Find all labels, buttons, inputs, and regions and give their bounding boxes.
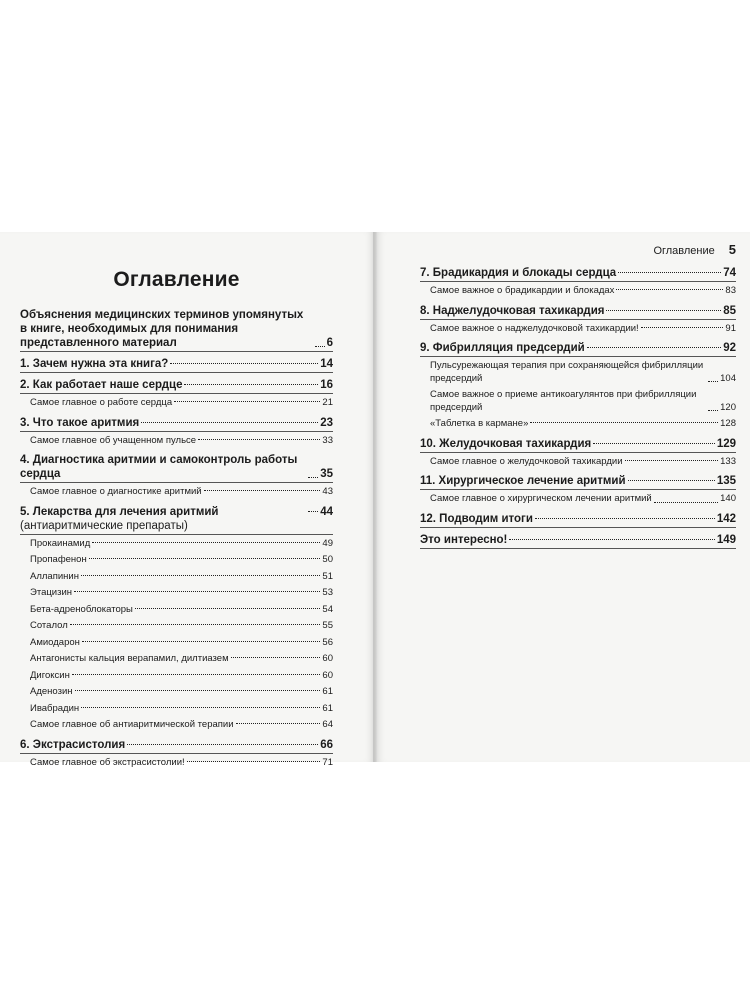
toc-page-number: 43 <box>322 486 333 497</box>
dot-leader <box>141 422 318 423</box>
toc-entry <box>20 308 333 352</box>
toc-entry <box>20 453 333 483</box>
dot-leader <box>170 363 318 364</box>
toc-page-number: 60 <box>322 653 333 664</box>
toc-page-number: 21 <box>322 397 333 408</box>
toc-entry <box>420 533 736 549</box>
toc-entry-label: Самое главное об экстрасистолии! <box>30 756 185 768</box>
toc-entry <box>420 474 736 490</box>
toc-entry-label: 11. Хирургическое лечение аритмий <box>420 475 626 487</box>
dot-leader <box>187 761 321 762</box>
dot-leader <box>625 460 719 461</box>
toc-subentry <box>420 456 736 470</box>
toc-page-number: 23 <box>320 416 333 429</box>
toc-page-number: 128 <box>720 418 736 429</box>
toc-page-number: 6 <box>326 337 333 349</box>
toc-entry-label: 9. Фибрилляция предсердий <box>420 342 585 354</box>
toc-entry-label: Прокаинамид <box>30 537 91 549</box>
toc-entry-label: Самое главное о работе сердца <box>30 397 173 408</box>
toc-entry-label: 12. Подводим итоги <box>420 512 533 525</box>
toc-entry-label: Этацизин <box>30 587 73 598</box>
toc-page-number: 149 <box>716 533 736 546</box>
dot-leader <box>509 539 714 540</box>
toc-page-number: 133 <box>720 455 736 467</box>
toc-page-number: 54 <box>322 603 333 615</box>
toc-subentry <box>420 493 736 507</box>
dot-leader <box>82 641 321 642</box>
toc-page-number: 14 <box>320 358 333 370</box>
toc-entry <box>20 357 333 373</box>
page-title: Оглавление <box>113 268 240 291</box>
dot-leader <box>641 327 724 328</box>
dot-leader <box>81 707 320 708</box>
toc-page-number: 74 <box>723 267 736 279</box>
toc-page-number: 60 <box>322 669 333 681</box>
dot-leader <box>618 272 721 273</box>
toc-page-number: 85 <box>723 304 736 317</box>
toc-subentry <box>420 323 736 337</box>
dot-leader <box>616 289 723 290</box>
dot-leader <box>174 401 320 402</box>
toc-entry-label: Самое главное о диагностике аритмий <box>30 486 202 497</box>
toc-entry-label: «Таблетка в кармане» <box>430 418 529 429</box>
toc-subentry <box>20 604 333 618</box>
toc-entry <box>420 266 736 282</box>
toc-entry-label: Самое главное о желудочковой тахикардии <box>430 455 623 467</box>
toc-page-number: 49 <box>322 537 333 549</box>
running-head <box>420 242 736 257</box>
dot-leader <box>204 490 321 491</box>
toc-subentry <box>20 757 333 771</box>
dot-leader <box>184 384 318 385</box>
toc-entry-label: Амиодарон <box>30 636 80 648</box>
toc-entry-label: Пропафенон <box>30 554 87 565</box>
toc-page-number: 64 <box>322 719 333 730</box>
toc-entry-label: Аденозин <box>30 686 73 697</box>
toc-subentry <box>20 703 333 717</box>
toc-entry-label: Антагонисты кальция верапамил, дилтиазем <box>30 653 229 664</box>
toc-entry-label: Самое важное о брадикардии и блокадах <box>430 285 615 296</box>
dot-leader <box>75 690 321 691</box>
dot-leader <box>628 480 715 481</box>
toc-entry-label: Самое главное об учащенном пульсе <box>30 434 197 446</box>
toc-entry-label: 4. Диагностика аритмии и самоконтроль работы сердца <box>20 454 298 480</box>
toc-entry-label: 10. Желудочковая тахикардия <box>420 437 592 450</box>
toc-entry-label: Дигоксин <box>30 669 70 681</box>
dot-leader <box>72 674 321 675</box>
toc-entry-label: Аллапинин <box>30 570 79 582</box>
toc-page-number: 140 <box>720 493 736 504</box>
dot-leader <box>89 558 321 559</box>
toc-subentry <box>20 486 333 500</box>
dot-leader <box>127 744 318 745</box>
toc-page-number: 44 <box>320 505 333 518</box>
dot-leader <box>236 723 321 724</box>
dot-leader <box>530 422 718 423</box>
toc-page-number: 129 <box>716 437 736 450</box>
toc-page-number: 56 <box>322 636 333 648</box>
toc-page-number: 61 <box>322 702 333 714</box>
toc-page-number: 66 <box>320 738 333 751</box>
toc-entry-label: Самое важное о наджелудочковой тахикардии! <box>430 322 639 334</box>
toc-subentry <box>20 538 333 552</box>
dot-leader <box>135 608 321 609</box>
toc-entry <box>420 341 736 357</box>
dot-leader <box>708 381 718 382</box>
toc-entry-label: 2. Как работает наше сердце <box>20 379 183 391</box>
toc-subentry <box>20 620 333 634</box>
toc-subentry <box>20 554 333 568</box>
toc-subentry <box>420 360 736 386</box>
toc-entry-label: 5. Лекарства для лечения аритмий (антиаритмические препараты) <box>20 505 219 532</box>
dot-leader <box>308 511 318 512</box>
dot-leader <box>308 477 318 478</box>
toc-subentry <box>20 653 333 667</box>
toc-subentry <box>420 285 736 299</box>
dot-leader <box>315 346 325 347</box>
toc-entry-label: Самое важное о приеме антикоагулянтов при фибрилляции предсердий <box>430 389 697 413</box>
toc-entry-label: Объяснения медицинских терминов упомянутых в книге, необходимых для понимания представленного материал <box>20 309 304 349</box>
toc-page-number: 51 <box>322 570 333 582</box>
dot-leader <box>587 347 721 348</box>
toc-entry-label: Самое главное о хирургическом лечении аритмий <box>430 493 652 504</box>
toc-page-number: 142 <box>716 512 736 525</box>
toc-page-number: 71 <box>322 756 333 768</box>
book-spine <box>373 232 377 762</box>
toc-entry <box>20 505 333 535</box>
toc-entry <box>420 304 736 320</box>
dot-leader <box>593 443 715 444</box>
toc-subentry <box>20 686 333 700</box>
toc-entry <box>20 738 333 754</box>
toc-page-number: 91 <box>725 322 736 334</box>
toc-entry-label: 1. Зачем нужна эта книга? <box>20 358 169 370</box>
page-number: 5 <box>728 242 736 257</box>
toc-page-number: 16 <box>320 379 333 391</box>
toc-list-left <box>20 308 333 770</box>
toc-page-number: 92 <box>723 342 736 354</box>
toc-entry <box>420 437 736 453</box>
toc-entry-label: 6. Экстрасистолия <box>20 738 126 751</box>
toc-subentry <box>420 418 736 432</box>
dot-leader <box>81 575 320 576</box>
dot-leader <box>70 624 321 625</box>
toc-entry-label: Самое главное об антиаритмической терапии <box>30 719 234 730</box>
toc-entry-label: Бета-адреноблокаторы <box>30 603 133 615</box>
toc-subentry <box>20 435 333 449</box>
toc-page-number: 120 <box>720 401 736 413</box>
toc-subentry <box>20 670 333 684</box>
toc-entry-label: 3. Что такое аритмия <box>20 416 140 429</box>
toc-subentry <box>20 587 333 601</box>
toc-page-number: 83 <box>725 285 736 296</box>
toc-list-right <box>420 266 736 549</box>
toc-entry-label: Пульсурежающая терапия при сохраняющейся фибрилляции предсердий <box>430 360 704 384</box>
dot-leader <box>231 657 321 658</box>
toc-page-number: 104 <box>720 372 736 384</box>
toc-entry-label: 8. Наджелудочковая тахикардия <box>420 304 605 317</box>
dot-leader <box>74 591 320 592</box>
right-page <box>375 232 750 762</box>
toc-entry <box>20 378 333 394</box>
running-head-title: Оглавление <box>653 245 715 257</box>
dot-leader <box>198 439 320 440</box>
toc-page-number: 55 <box>322 620 333 631</box>
toc-entry-label: Это интересно! <box>420 533 508 546</box>
dot-leader <box>606 310 721 311</box>
toc-subentry <box>20 397 333 411</box>
left-page <box>0 232 375 768</box>
toc-entry <box>20 416 333 432</box>
toc-entry-label-extra: (антиаритмические препараты) <box>20 519 188 532</box>
toc-page-number: 61 <box>322 686 333 697</box>
toc-subentry <box>20 719 333 733</box>
toc-entry-label: 7. Брадикардия и блокады сердца <box>420 267 617 279</box>
dot-leader <box>708 410 718 411</box>
dot-leader <box>654 502 718 503</box>
toc-page-number: 33 <box>322 434 333 446</box>
toc-subentry <box>20 571 333 585</box>
toc-entry-label: Соталол <box>30 620 68 631</box>
toc-entry-label: Ивабрадин <box>30 702 80 714</box>
toc-page-number: 50 <box>322 554 333 565</box>
toc-page-number: 35 <box>320 468 333 480</box>
toc-page-number: 135 <box>716 475 736 487</box>
toc-subentry <box>420 389 736 415</box>
dot-leader <box>535 518 715 519</box>
dot-leader <box>92 542 320 543</box>
toc-subentry <box>20 637 333 651</box>
toc-entry <box>420 512 736 528</box>
toc-page-number: 53 <box>322 587 333 598</box>
